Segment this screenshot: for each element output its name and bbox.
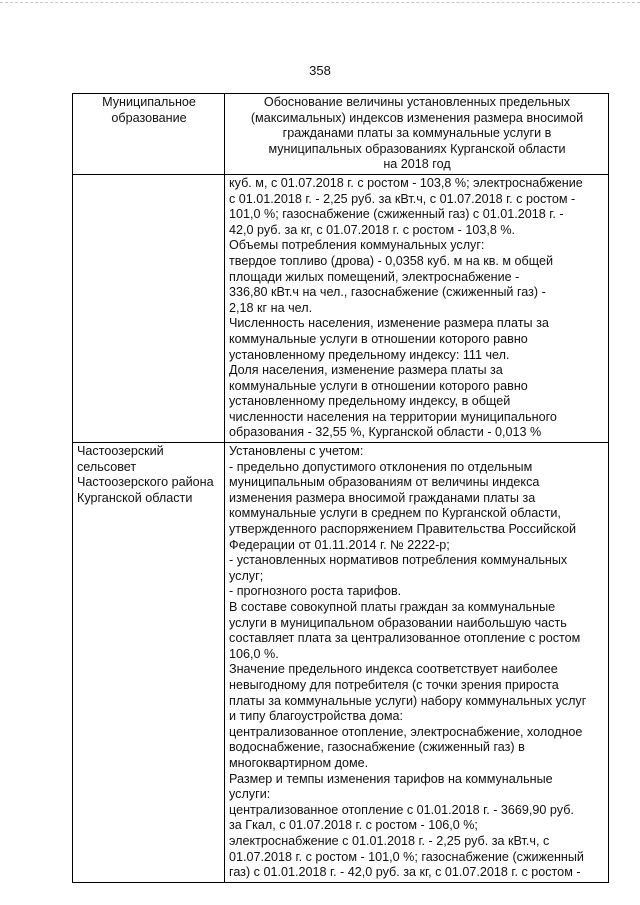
justification-line: - установленных нормативов потребления коммунальных	[229, 553, 568, 568]
municipality-line: Курганской области	[77, 490, 193, 505]
justification-line: куб. м, с 01.07.2018 г. с ростом - 103,8 %; электроснабжение	[229, 175, 583, 190]
justification-line: централизованное отопление, электроснабжение, холодное	[229, 724, 583, 739]
justification-line: Численность населения, изменение размера платы за	[229, 316, 549, 331]
justification-line: установленному предельному индексу, в общей	[229, 394, 511, 409]
justification-line: - прогнозного роста тарифов.	[229, 584, 402, 599]
justification-line: Объемы потребления коммунальных услуг:	[229, 238, 485, 253]
justification-line: Доля населения, изменение размера платы за	[229, 363, 503, 378]
justification-line: 42,0 руб. за кг, с 01.07.2018 г. с ростом - 103,8 %.	[229, 222, 516, 237]
municipality-line: сельсовет	[77, 459, 137, 474]
justification-line: коммунальные услуги в отношении которого равно	[229, 331, 528, 346]
justification-line: 01.07.2018 г. с ростом - 101,0 %; газоснабжение (сжиженный	[229, 849, 584, 864]
justification-cell	[225, 174, 609, 442]
justification-line: - предельно допустимого отклонения по отдельным	[229, 459, 533, 474]
justification-line: изменения размера вносимой гражданами платы за	[229, 490, 536, 505]
justification-line: и типу благоустройства дома:	[229, 709, 404, 724]
header-justification-line: муниципальных образованиях Курганской области	[268, 141, 566, 156]
justification-line: твердое топливо (дрова) - 0,0358 куб. м на кв. м общей	[229, 253, 554, 268]
header-municipality-cell	[73, 94, 225, 175]
tariff-table	[72, 93, 609, 883]
justification-line: водоснабжение, газоснабжение (сжиженный газ) в	[229, 740, 525, 755]
header-municipality-line: Муниципальное	[102, 95, 196, 109]
justification-line: 101,0 %; газоснабжение (сжиженный газ) с 01.01.2018 г. -	[229, 207, 564, 222]
municipality-line: Частоозерский	[77, 444, 164, 459]
justification-line: 336,80 кВт.ч на чел., газоснабжение (сжиженный газ) -	[229, 285, 546, 300]
justification-line: многоквартирном доме.	[229, 755, 369, 770]
table-row	[73, 174, 609, 442]
justification-line: централизованное отопление с 01.01.2018 г. - 3669,90 руб.	[229, 802, 574, 817]
justification-line: газ) с 01.01.2018 г. - 42,0 руб. за кг, с 01.07.2018 г. с ростом -	[229, 865, 581, 880]
header-justification-line: (максимальных) индексов изменения размера вносимой	[250, 110, 584, 125]
page-number: 358	[309, 63, 331, 78]
table-header-row	[73, 94, 609, 175]
municipality-cell	[73, 443, 225, 883]
justification-line: коммунальные услуги в среднем по Курганской области,	[229, 506, 561, 521]
justification-line: утвержденного распоряжением Правительства Российской	[229, 522, 577, 537]
justification-line: коммунальные услуги в отношении которого равно	[229, 378, 528, 393]
justification-line: Значение предельного индекса соответствует наиболее	[229, 662, 558, 677]
justification-line: Федерации от 01.11.2014 г. № 2222-р;	[229, 537, 450, 552]
justification-line: невыгодному для потребителя (с точки зрения прироста	[229, 677, 559, 692]
justification-line: численности населения на территории муниципального	[229, 409, 557, 424]
municipality-cell	[73, 174, 225, 442]
justification-line: услуги в муниципальном образовании наибольшую часть	[229, 615, 567, 630]
justification-line: Установлены с учетом:	[229, 444, 364, 459]
justification-line: 2,18 кг на чел.	[229, 300, 313, 315]
justification-cell	[225, 443, 609, 883]
municipality-line: Частоозерского района	[77, 475, 214, 490]
justification-line: установленному предельному индексу: 111 чел.	[229, 347, 510, 362]
justification-line: платы за коммунальные услуги) набору коммунальных услуг	[229, 693, 587, 708]
header-municipality-line: образование	[111, 110, 187, 125]
justification-line: площади жилых помещений, электроснабжение -	[229, 269, 520, 284]
justification-line: услуги:	[229, 787, 271, 802]
justification-line: Размер и темпы изменения тарифов на коммунальные	[229, 771, 553, 786]
justification-line: услуг;	[229, 568, 264, 583]
justification-line: составляет плата за централизованное отопление с ростом	[229, 631, 581, 646]
table-row	[73, 443, 609, 883]
justification-line: электроснабжение с 01.01.2018 г. - 2,25 руб. за кВт.ч, с	[229, 833, 550, 848]
justification-line: В составе совокупной платы граждан за коммунальные	[229, 600, 556, 614]
scan-top-border	[0, 2, 640, 3]
header-justification-line: гражданами платы за коммунальные услуги в	[282, 126, 552, 141]
header-justification-line: на 2018 год	[383, 157, 451, 172]
header-justification-cell	[225, 94, 609, 175]
header-justification-line: Обоснование величины установленных предельных	[263, 95, 571, 109]
justification-line: с 01.01.2018 г. - 2,25 руб. за кВт.ч, с 01.07.2018 г. с ростом -	[229, 191, 576, 206]
justification-line: за Гкал, с 01.07.2018 г. с ростом - 106,0 %;	[229, 818, 478, 833]
justification-line: муниципальным образованиям от величины индекса	[229, 475, 540, 490]
justification-line: образования - 32,55 %, Курганской области - 0,013 %	[229, 425, 542, 440]
justification-line: 106,0 %.	[229, 646, 279, 661]
